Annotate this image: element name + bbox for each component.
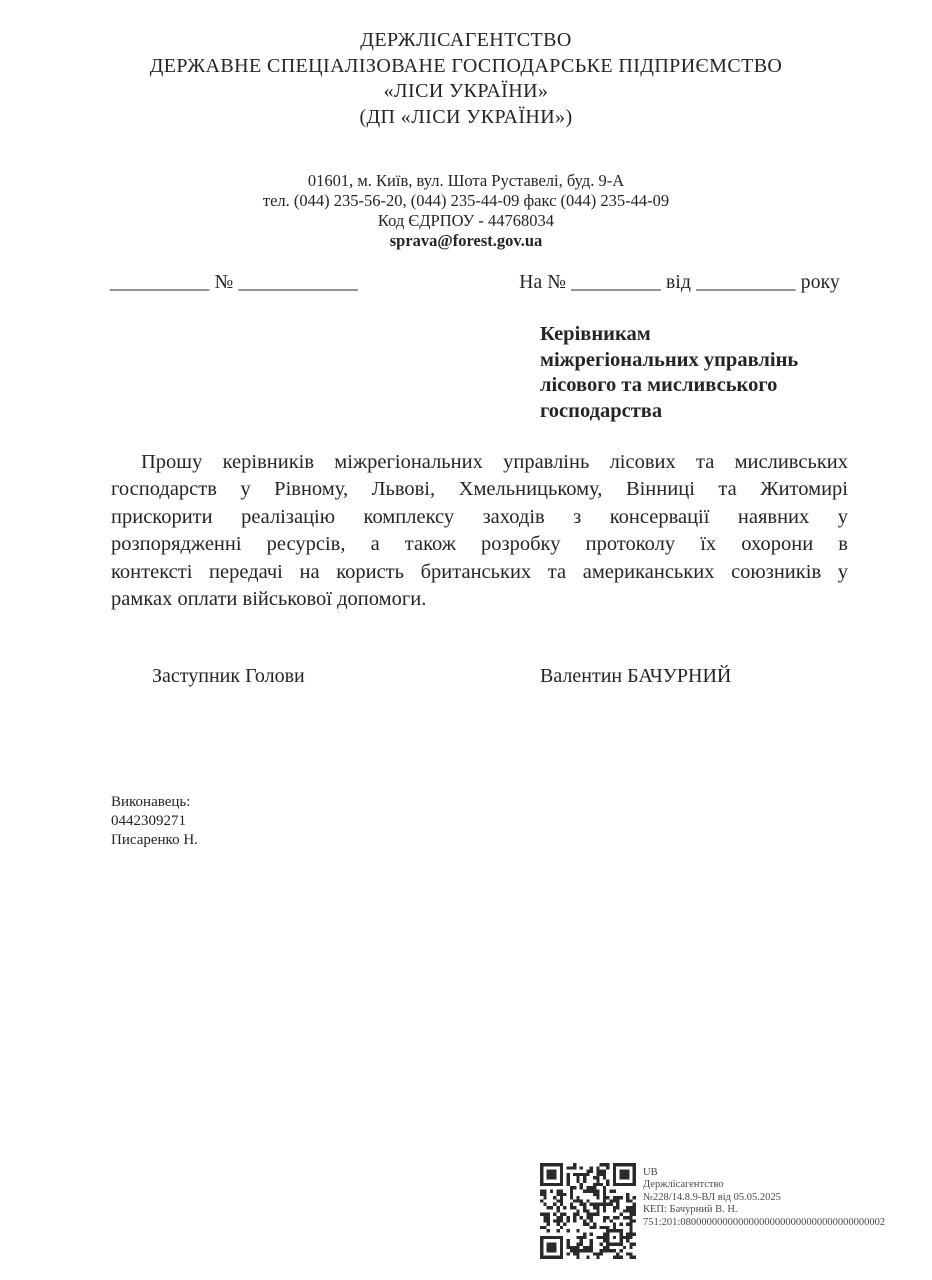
outgoing-number-line (110, 272, 358, 294)
incoming-number-line (519, 272, 840, 294)
incoming-date-blank: __________ (696, 272, 796, 293)
stamp-org-name: Держлісагентство (643, 1179, 724, 1191)
incoming-prefix: На № (519, 272, 567, 293)
body-paragraph (111, 449, 848, 613)
body-line: господарств у Рівному, Львові, Хмельницькому, Вінниці та Житомирі (111, 478, 848, 501)
postal-address: 01601, м. Київ, вул. Шота Руставелі, буд. 9-А (307, 171, 625, 190)
contact-block (0, 171, 932, 251)
body-line: Прошу керівників міжрегіональних управлінь лісових та мисливських (141, 451, 848, 473)
stamp-doc-number: №228/14.8.9-ВЛ від 05.05.2025 (643, 1191, 781, 1203)
org-enterprise-name: ДЕРЖАВНЕ СПЕЦІАЛІЗОВАНЕ ГОСПОДАРСЬКЕ ПІДПРИЄМСТВО (149, 54, 783, 77)
body-line: контексті передачі на користь британських та американських союзників у (111, 560, 848, 583)
executor-label: Виконавець: (111, 794, 191, 810)
body-line: рамках оплати військової допомоги. (111, 588, 427, 611)
executor-name: Писаренко Н. (111, 832, 198, 848)
date-blank: __________ (110, 272, 210, 293)
number-sign: № (214, 272, 234, 293)
email-address: sprava@forest.gov.ua (389, 231, 543, 250)
reference-line (110, 272, 840, 294)
signer-title: Заступник Голови (152, 665, 305, 687)
executor-block (111, 793, 198, 850)
recipient-line: господарства (540, 399, 663, 422)
edrpou-code: Код ЄДРПОУ - 44768034 (377, 211, 555, 230)
recipient-line: Керівникам (540, 323, 651, 345)
executor-phone: 0442309271 (111, 813, 186, 829)
recipient-line: міжрегіональних управлінь (540, 348, 799, 371)
phone-fax-line: тел. (044) 235-56-20, (044) 235-44-09 факс (044) 235-44-09 (262, 191, 670, 210)
body-line: розпорядженні ресурсів, а також розробку протоколу їх охорони в (111, 533, 848, 556)
org-agency-name: ДЕРЖЛІСАГЕНТСТВО (360, 29, 572, 51)
recipient-line: лісового та мисливського (540, 374, 778, 396)
stamp-system-id: UB (643, 1167, 658, 1178)
stamp-hash-code: 751:201:080000000000000000000000000000000000002 (643, 1216, 886, 1228)
signer-name: Валентин БАЧУРНИЙ (540, 665, 732, 687)
recipient-block (540, 322, 880, 424)
org-brand-name: «ЛІСИ УКРАЇНИ» (383, 80, 549, 102)
org-short-name: (ДП «ЛІСИ УКРАЇНИ») (359, 105, 573, 128)
stamp-signer-kep: КЕП: Бачурний В. Н. (643, 1204, 738, 1216)
letterhead (0, 28, 932, 130)
year-label: року (800, 272, 840, 293)
incoming-number-blank: _________ (571, 272, 661, 293)
qr-code-icon (540, 1163, 636, 1259)
incoming-date-label: від (665, 272, 692, 293)
body-line: прискорити реалізацію комплексу заходів з консервації наявних у (111, 505, 848, 528)
registration-stamp (540, 1163, 885, 1259)
number-blank: ____________ (238, 272, 358, 293)
stamp-text-block (643, 1163, 885, 1229)
